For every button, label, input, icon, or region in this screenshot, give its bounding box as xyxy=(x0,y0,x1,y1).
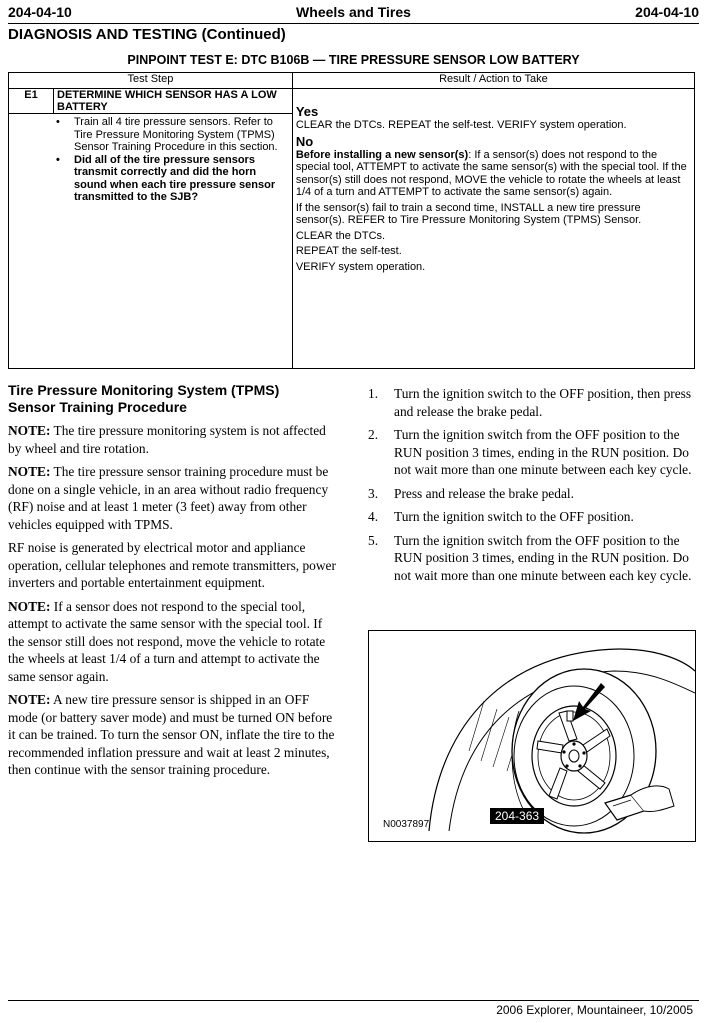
step-text: Turn the ignition switch to the OFF position. xyxy=(394,509,634,524)
rf-noise-paragraph: RF noise is generated by electrical motor and appliance operation, cellular telephones and remote transmitters, power inverters and portable entertainment equipment. xyxy=(8,540,336,590)
step-body xyxy=(9,114,293,369)
procedure-title-line1: Tire Pressure Monitoring System (TPMS) xyxy=(8,382,280,398)
step-number: 4. xyxy=(368,509,379,524)
list-item xyxy=(368,426,695,479)
steps-list xyxy=(368,385,695,584)
figure-id: N0037897 xyxy=(383,819,430,830)
procedure-steps xyxy=(368,385,695,590)
procedure-notes xyxy=(8,382,340,785)
step-text: Turn the ignition switch to the OFF position, then press and release the brake pedal. xyxy=(394,386,692,419)
step-id: E1 xyxy=(9,89,54,114)
procedure-title-line2: Sensor Training Procedure xyxy=(8,399,187,415)
step-question: • Did all of the tire pressure sensors transmit correctly and did the horn sound when each tire pressure sensor transmitted to the SJB? xyxy=(74,154,289,204)
note-text: The tire pressure sensor training procedure must be done on a single vehicle, in an area without radio frequency (RF) noise and at least 1 meter (3 feet) away from other vehicles equipped with TPMS. xyxy=(8,464,329,532)
step-title: DETERMINE WHICH SENSOR HAS A LOW BATTERY xyxy=(54,89,293,114)
note-text: If a sensor does not respond to the special tool, attempt to activate the same sensor with the special tool. If the sensor still does not respond, move the vehicle to rotate the wheels at least 1/4 of a turn and attempt to activate the same sensor again. xyxy=(8,598,326,684)
page-footer: 2006 Explorer, Mountaineer, 10/2005 xyxy=(496,1003,693,1017)
result-yes-text: CLEAR the DTCs. REPEAT the self-test. VERIFY system operation. xyxy=(295,119,627,131)
note-paragraph xyxy=(8,463,340,533)
page-number-right: 204-04-10 xyxy=(635,4,699,20)
note-text: A new tire pressure sensor is shipped in an OFF mode (or battery saver mode) and must be turned ON before it can be trained. To turn the sensor ON, inflate the tire to the recommended inflation pressure and wait at least 2 minutes, then continue with the sensor training procedure. xyxy=(8,692,335,777)
section-title: DIAGNOSIS AND TESTING (Continued) xyxy=(8,26,286,43)
page-header xyxy=(8,4,699,24)
chapter-title: Wheels and Tires xyxy=(296,4,411,20)
table-row xyxy=(9,89,695,114)
list-item xyxy=(368,485,695,503)
note-paragraph xyxy=(8,422,340,457)
footer-rule xyxy=(8,1000,699,1001)
list-item xyxy=(368,508,695,526)
table-header-row xyxy=(9,73,695,89)
result-repeat-selftest: REPEAT the self-test. xyxy=(295,245,402,257)
note-text: The tire pressure monitoring system is not affected by wheel and tire rotation. xyxy=(8,423,326,456)
result-no-bold: Before installing a new sensor(s) xyxy=(295,148,469,161)
note-paragraph xyxy=(8,691,340,779)
result-verify: VERIFY system operation. xyxy=(295,260,426,273)
col-header-test-step: Test Step xyxy=(9,73,293,89)
tire-sensor-figure xyxy=(368,630,696,842)
procedure-title xyxy=(8,382,340,416)
result-clear-dtcs: CLEAR the DTCs. xyxy=(295,229,386,242)
result-no-label: No xyxy=(295,133,314,149)
step-text: Turn the ignition switch from the OFF position to the RUN position 3 times, ending in the RUN position. Do not wait more than one minute between each key cycle. xyxy=(394,427,692,477)
step-text: Press and release the brake pedal. xyxy=(394,485,574,501)
step-number: 5. xyxy=(368,532,379,548)
pinpoint-title: PINPOINT TEST E: DTC B106B — TIRE PRESSURE SENSOR LOW BATTERY xyxy=(127,53,580,67)
note-label: NOTE: xyxy=(8,464,51,479)
result-no-text: : If a sensor(s) does not respond to the special tool, ATTEMPT to activate the same sensor(s) with the special tool. If the sensor(s) still does not respond, MOVE the vehicle to rotate the wheels at least 1/4 of a turn and ATTEMPT to activate the same sensor(s) again. xyxy=(295,148,687,198)
col-header-result: Result / Action to Take xyxy=(292,73,694,89)
header-rule xyxy=(8,23,699,24)
step-number: 1. xyxy=(368,386,379,401)
step-bullets xyxy=(12,116,289,204)
note-label: NOTE: xyxy=(8,692,51,707)
step-bullet: • Train all 4 tire pressure sensors. Refer to Tire Pressure Monitoring System (TPMS) Sensor Training Procedure in this section. xyxy=(74,116,289,154)
page-number-left: 204-04-10 xyxy=(8,4,72,20)
step-number: 2. xyxy=(368,427,379,442)
tool-number-label: 204-363 xyxy=(490,808,544,824)
note-label: NOTE: xyxy=(8,423,51,438)
result-yes-label: Yes xyxy=(295,104,319,119)
step-text: Turn the ignition switch from the OFF position to the RUN position 3 times, ending in the RUN position. Do not wait more than one minute between each key cycle. xyxy=(394,532,692,583)
pinpoint-test-table xyxy=(8,72,695,369)
result-no-paragraph xyxy=(296,149,691,199)
step-number: 3. xyxy=(368,485,379,501)
note-label: NOTE: xyxy=(8,598,51,614)
result-no-install: If the sensor(s) fail to train a second time, INSTALL a new tire pressure sensor(s). REFER to Tire Pressure Monitoring System (TPMS) Sensor. xyxy=(295,201,642,226)
list-item xyxy=(368,532,695,585)
result-cell xyxy=(292,89,694,369)
list-item xyxy=(368,385,695,420)
note-paragraph xyxy=(8,598,340,686)
